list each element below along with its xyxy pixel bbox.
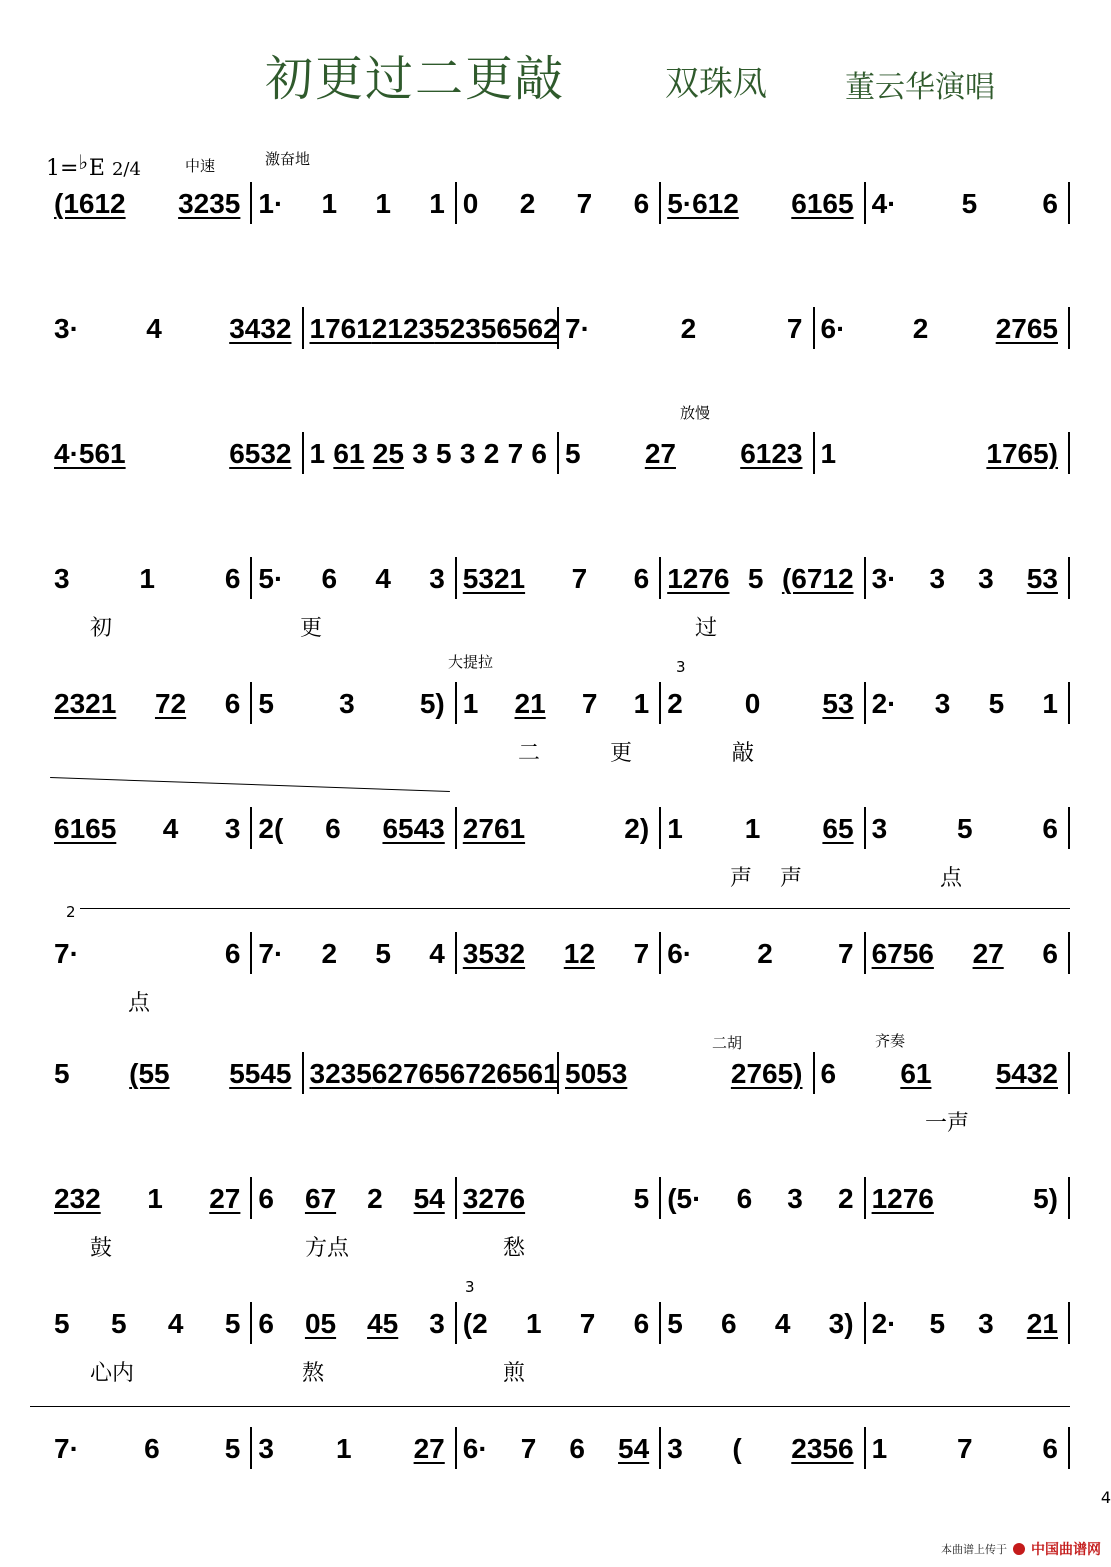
expression-datila: 大提拉 — [448, 653, 494, 671]
note: (1612 — [54, 188, 126, 219]
note: 6562 — [496, 313, 559, 344]
note: 3 — [54, 563, 70, 594]
note: 3 — [429, 1308, 445, 1339]
note: 5 — [565, 438, 581, 469]
note: 6 — [224, 938, 241, 969]
note: 7 — [837, 938, 854, 969]
note: 21 — [514, 688, 546, 719]
score-line — [40, 640, 1080, 766]
note: 3 — [667, 1433, 683, 1464]
measure — [252, 1183, 450, 1223]
note: 5 — [258, 688, 274, 719]
note: 1 — [147, 1183, 163, 1214]
measure — [48, 1183, 246, 1223]
lyric: 熬 — [302, 1361, 325, 1386]
note: 4 — [146, 313, 162, 344]
note: 1 — [744, 813, 761, 844]
note: 2( — [258, 813, 284, 844]
measure — [661, 1308, 859, 1348]
note: 6543 — [382, 813, 445, 844]
note: 61 — [900, 1058, 932, 1089]
note: 2 — [680, 313, 697, 344]
note: 6 — [1042, 938, 1058, 969]
lyric: 更 — [610, 741, 633, 766]
note: 6· — [667, 938, 693, 969]
note: 7· — [565, 313, 590, 344]
note: 6 — [144, 1433, 160, 1464]
note: 2 — [912, 313, 929, 344]
barline — [1068, 1177, 1070, 1219]
note: 2 — [838, 1183, 854, 1214]
note: 1 — [871, 1433, 888, 1464]
expression-jifen: 激奋地 — [265, 150, 311, 168]
measure — [304, 1058, 559, 1098]
measure — [559, 1058, 809, 1098]
note: 2 — [483, 438, 500, 469]
note: 6 — [531, 438, 547, 469]
note: 6 — [321, 563, 338, 594]
lyric: 方点 — [305, 1236, 350, 1261]
page-title: 初更过二更敲 — [265, 51, 566, 107]
note: 7 — [520, 1433, 537, 1464]
note: 27 — [972, 938, 1004, 969]
note: 54 — [413, 1183, 445, 1214]
lyric: 点 — [128, 991, 151, 1016]
score-line — [40, 1385, 1080, 1505]
measure — [457, 938, 655, 978]
note: 67 — [304, 1183, 337, 1214]
note: 5 — [110, 1308, 127, 1339]
note: 7 — [579, 1308, 596, 1339]
lyric: 鼓 — [90, 1236, 113, 1261]
score-line — [40, 515, 1080, 641]
barline — [1068, 182, 1070, 224]
note: 3 — [429, 563, 445, 594]
note: 7 — [576, 188, 593, 219]
note: 6 — [633, 563, 650, 594]
lyric: 过 — [695, 616, 718, 641]
note: 5 — [747, 563, 764, 594]
note: 3235 — [178, 188, 241, 219]
measure — [661, 1183, 859, 1223]
lyric: 初 — [90, 616, 113, 641]
note: 2123 — [371, 313, 435, 344]
expression-fangman: 放慢 — [680, 404, 711, 422]
measure — [457, 563, 655, 603]
header — [0, 40, 1111, 110]
measure — [48, 688, 246, 728]
time-signature: 2/4 — [111, 159, 141, 180]
lyric: 声 — [730, 866, 753, 891]
measure — [304, 313, 559, 353]
note: 2765 — [995, 313, 1058, 344]
measure — [48, 563, 246, 603]
note: 25 — [372, 438, 404, 469]
note: 1761 — [309, 313, 372, 344]
measure — [866, 1308, 1064, 1348]
measure — [815, 438, 1065, 478]
note: 2· — [871, 1308, 897, 1339]
measure — [866, 813, 1064, 853]
note: 3 — [412, 438, 428, 469]
note: 3 — [934, 688, 951, 719]
barline — [1068, 557, 1070, 599]
note: 5 — [54, 1058, 70, 1089]
note: 6276 — [371, 1058, 435, 1089]
note: 3 — [871, 813, 888, 844]
measure — [48, 1433, 246, 1473]
measure — [252, 563, 450, 603]
note: 3235 — [309, 1058, 372, 1089]
note: (5· — [667, 1183, 702, 1214]
measure — [48, 438, 298, 478]
measure — [661, 688, 859, 728]
measure — [661, 938, 859, 978]
note: 53 — [1026, 563, 1058, 594]
note: 2765) — [730, 1058, 803, 1089]
note: 5 — [929, 1308, 946, 1339]
note: 6123 — [740, 438, 803, 469]
note: 6756 — [871, 938, 934, 969]
note: 3 — [459, 438, 476, 469]
expression-erhu: 二胡 — [712, 1034, 743, 1052]
footer-brand: 中国曲谱网 — [1031, 1542, 1101, 1558]
note: 4 — [162, 813, 179, 844]
note: 21 — [1026, 1308, 1058, 1339]
note: 7 — [633, 938, 650, 969]
note: 3) — [828, 1308, 854, 1339]
measure — [252, 813, 450, 853]
note: 6 — [224, 563, 241, 594]
note: 6532 — [229, 438, 292, 469]
measure — [48, 1058, 298, 1098]
note: 6 — [633, 188, 650, 219]
slur-line — [30, 1406, 1070, 1407]
lyric: 更 — [300, 616, 323, 641]
lyric: 二 — [518, 741, 541, 766]
note: 2 — [757, 938, 773, 969]
note: 1 — [667, 813, 683, 844]
note: 6 — [1042, 1433, 1058, 1464]
lyric: 愁 — [503, 1236, 526, 1261]
measure — [252, 1433, 450, 1473]
barline — [1068, 932, 1070, 974]
brand-logo-icon — [1013, 1543, 1025, 1555]
note: 6 — [1042, 813, 1058, 844]
note: 2321 — [54, 688, 117, 719]
measure — [48, 938, 246, 978]
note: 2 — [321, 938, 338, 969]
note: 27 — [209, 1183, 241, 1214]
note: 1 — [429, 188, 445, 219]
barline — [1068, 1302, 1070, 1344]
score-line — [40, 1135, 1080, 1261]
tuplet-mark: 3 — [465, 1278, 475, 1296]
note: ( — [732, 1433, 742, 1464]
note: 3· — [871, 563, 897, 594]
lyric: 声 — [780, 866, 803, 891]
measure — [252, 688, 450, 728]
note: 1 — [336, 1433, 352, 1464]
measure — [815, 313, 1065, 353]
note: 1 — [633, 688, 650, 719]
measure — [866, 188, 1064, 228]
note: 7 — [957, 1433, 973, 1464]
tuplet-mark: 2 — [66, 903, 76, 921]
barline — [1068, 1052, 1070, 1094]
key-prefix: 1= — [46, 156, 79, 181]
measure — [661, 188, 859, 228]
note: 2· — [871, 688, 897, 719]
measure — [457, 688, 655, 728]
note: 5 — [436, 438, 452, 469]
note: 2761 — [462, 813, 526, 844]
note: 1 — [309, 438, 326, 469]
measure — [661, 1433, 859, 1473]
measure — [866, 563, 1064, 603]
note: 5545 — [229, 1058, 292, 1089]
tuplet-mark: 3 — [676, 658, 686, 676]
note: 6 — [736, 1183, 753, 1214]
measure — [815, 1058, 1065, 1098]
measure — [304, 438, 554, 478]
barline — [1068, 432, 1070, 474]
note: 2356 — [791, 1433, 854, 1464]
lyric: 煎 — [503, 1361, 526, 1386]
note: 7· — [54, 938, 79, 969]
note: 5 — [224, 1433, 241, 1464]
measure — [252, 1308, 450, 1348]
lyric: 心内 — [90, 1361, 135, 1386]
note: 1276 — [871, 1183, 934, 1214]
note: 1 — [321, 188, 338, 219]
tempo-mark: 中速 — [185, 157, 216, 175]
note: 1 — [820, 438, 837, 469]
note: 3 — [339, 688, 355, 719]
note: 4 — [774, 1308, 791, 1339]
score-line — [40, 390, 1080, 510]
note: 5 — [957, 813, 973, 844]
note: 1276 — [667, 563, 730, 594]
note: 4· — [871, 188, 897, 219]
note: 1 — [1042, 688, 1058, 719]
note: 1 — [375, 188, 391, 219]
note: 27 — [413, 1433, 445, 1464]
note: 0 — [744, 688, 761, 719]
note: 5 — [988, 688, 1005, 719]
note: 3276 — [462, 1183, 526, 1214]
note: 3 — [978, 1308, 994, 1339]
measure — [866, 938, 1064, 978]
lyric: 点 — [940, 866, 963, 891]
score-line — [40, 265, 1080, 385]
performer-credit: 董云华演唱 — [845, 70, 995, 105]
barline — [1068, 807, 1070, 849]
measure — [48, 813, 246, 853]
note: 27 — [644, 438, 676, 469]
note: 7 — [507, 438, 524, 469]
measure — [559, 313, 809, 353]
note: 3 — [224, 813, 241, 844]
measure — [48, 313, 298, 353]
note: 4 — [375, 563, 391, 594]
measure — [457, 1433, 655, 1473]
measure — [457, 188, 655, 228]
note: 5053 — [565, 1058, 628, 1089]
note: 6 — [569, 1433, 585, 1464]
note: 3 — [929, 563, 946, 594]
note: 5235 — [434, 313, 497, 344]
measure — [866, 1433, 1064, 1473]
barline — [1068, 307, 1070, 349]
note: 6 — [258, 1308, 274, 1339]
note: 6· — [820, 313, 846, 344]
measure — [866, 1183, 1064, 1223]
note: (2 — [462, 1308, 488, 1339]
note: (55 — [129, 1058, 170, 1089]
note: 5321 — [462, 563, 526, 594]
measure — [661, 813, 859, 853]
note: 5 — [667, 1308, 683, 1339]
note: 2 — [519, 188, 536, 219]
note: 7 — [581, 688, 598, 719]
note: 53 — [822, 688, 854, 719]
note: 2 — [367, 1183, 383, 1214]
measure — [252, 188, 450, 228]
note: 65 — [822, 813, 854, 844]
note: 1 — [139, 563, 155, 594]
note: 6165 — [791, 188, 854, 219]
note: 54 — [618, 1433, 650, 1464]
note: 3 — [258, 1433, 274, 1464]
note: 6 — [325, 813, 341, 844]
measure — [252, 938, 450, 978]
note: 61 — [333, 438, 365, 469]
footer — [941, 1539, 1101, 1559]
note: 232 — [54, 1183, 101, 1214]
measure — [48, 188, 246, 228]
lyric: 一声 — [925, 1111, 970, 1136]
note: 6 — [1042, 188, 1058, 219]
note: 2 — [667, 688, 683, 719]
note: 1765) — [986, 438, 1058, 469]
flat-icon: ♭ — [78, 150, 88, 174]
note: 5) — [419, 688, 445, 719]
measure — [457, 1308, 655, 1348]
note: 6 — [721, 1308, 737, 1339]
note: 5 — [375, 938, 391, 969]
note: 45 — [367, 1308, 399, 1339]
note: 05 — [304, 1308, 337, 1339]
note: 1 — [525, 1308, 542, 1339]
note: 7 — [571, 563, 588, 594]
note: 5 — [633, 1183, 650, 1214]
note: 5432 — [995, 1058, 1058, 1089]
note: 6561 — [496, 1058, 559, 1089]
note: 72 — [154, 688, 187, 719]
measure — [661, 563, 859, 603]
note: 5 — [54, 1308, 70, 1339]
note: (6712 — [781, 563, 854, 594]
score-line — [40, 1010, 1080, 1136]
measure — [866, 688, 1064, 728]
note: 5·612 — [667, 188, 739, 219]
page-number: 4 — [1100, 1488, 1111, 1507]
note: 7 — [786, 313, 803, 344]
barline — [1068, 682, 1070, 724]
measure — [457, 1183, 655, 1223]
note: 5 — [961, 188, 978, 219]
note: 7· — [258, 938, 284, 969]
key-letter: E — [88, 156, 105, 181]
note: 6 — [258, 1183, 274, 1214]
note: 3532 — [462, 938, 526, 969]
note: 12 — [563, 938, 595, 969]
note: 4 — [167, 1308, 184, 1339]
note: 5) — [1033, 1183, 1058, 1214]
note: 1· — [258, 188, 284, 219]
note: 2) — [624, 813, 650, 844]
note: 5672 — [434, 1058, 497, 1089]
slur-line — [80, 908, 1070, 909]
note: 6 — [633, 1308, 650, 1339]
expression-qizou: 齐奏 — [875, 1032, 906, 1050]
note: 6· — [462, 1433, 488, 1464]
measure — [559, 438, 809, 478]
note: 5 — [224, 1308, 241, 1339]
score-line — [40, 140, 1080, 260]
lyric: 敲 — [732, 741, 755, 766]
note: 1 — [462, 688, 479, 719]
note: 4 — [429, 938, 445, 969]
measure — [48, 1308, 246, 1348]
note: 6 — [224, 688, 241, 719]
page-subtitle: 双珠凤 — [665, 64, 767, 104]
note: 3432 — [229, 313, 292, 344]
note: 7· — [54, 1433, 79, 1464]
note: 6165 — [54, 813, 117, 844]
note: 3· — [54, 313, 79, 344]
note: 3 — [978, 563, 994, 594]
footer-upload-text: 本曲谱上传于 — [941, 1543, 1007, 1556]
note: 5· — [258, 563, 284, 594]
note: 0 — [462, 188, 479, 219]
score-line — [40, 1260, 1080, 1386]
note: 3 — [787, 1183, 803, 1214]
barline — [1068, 1427, 1070, 1469]
measure — [457, 813, 655, 853]
note: 4·561 — [54, 438, 126, 469]
note: 6 — [820, 1058, 837, 1089]
